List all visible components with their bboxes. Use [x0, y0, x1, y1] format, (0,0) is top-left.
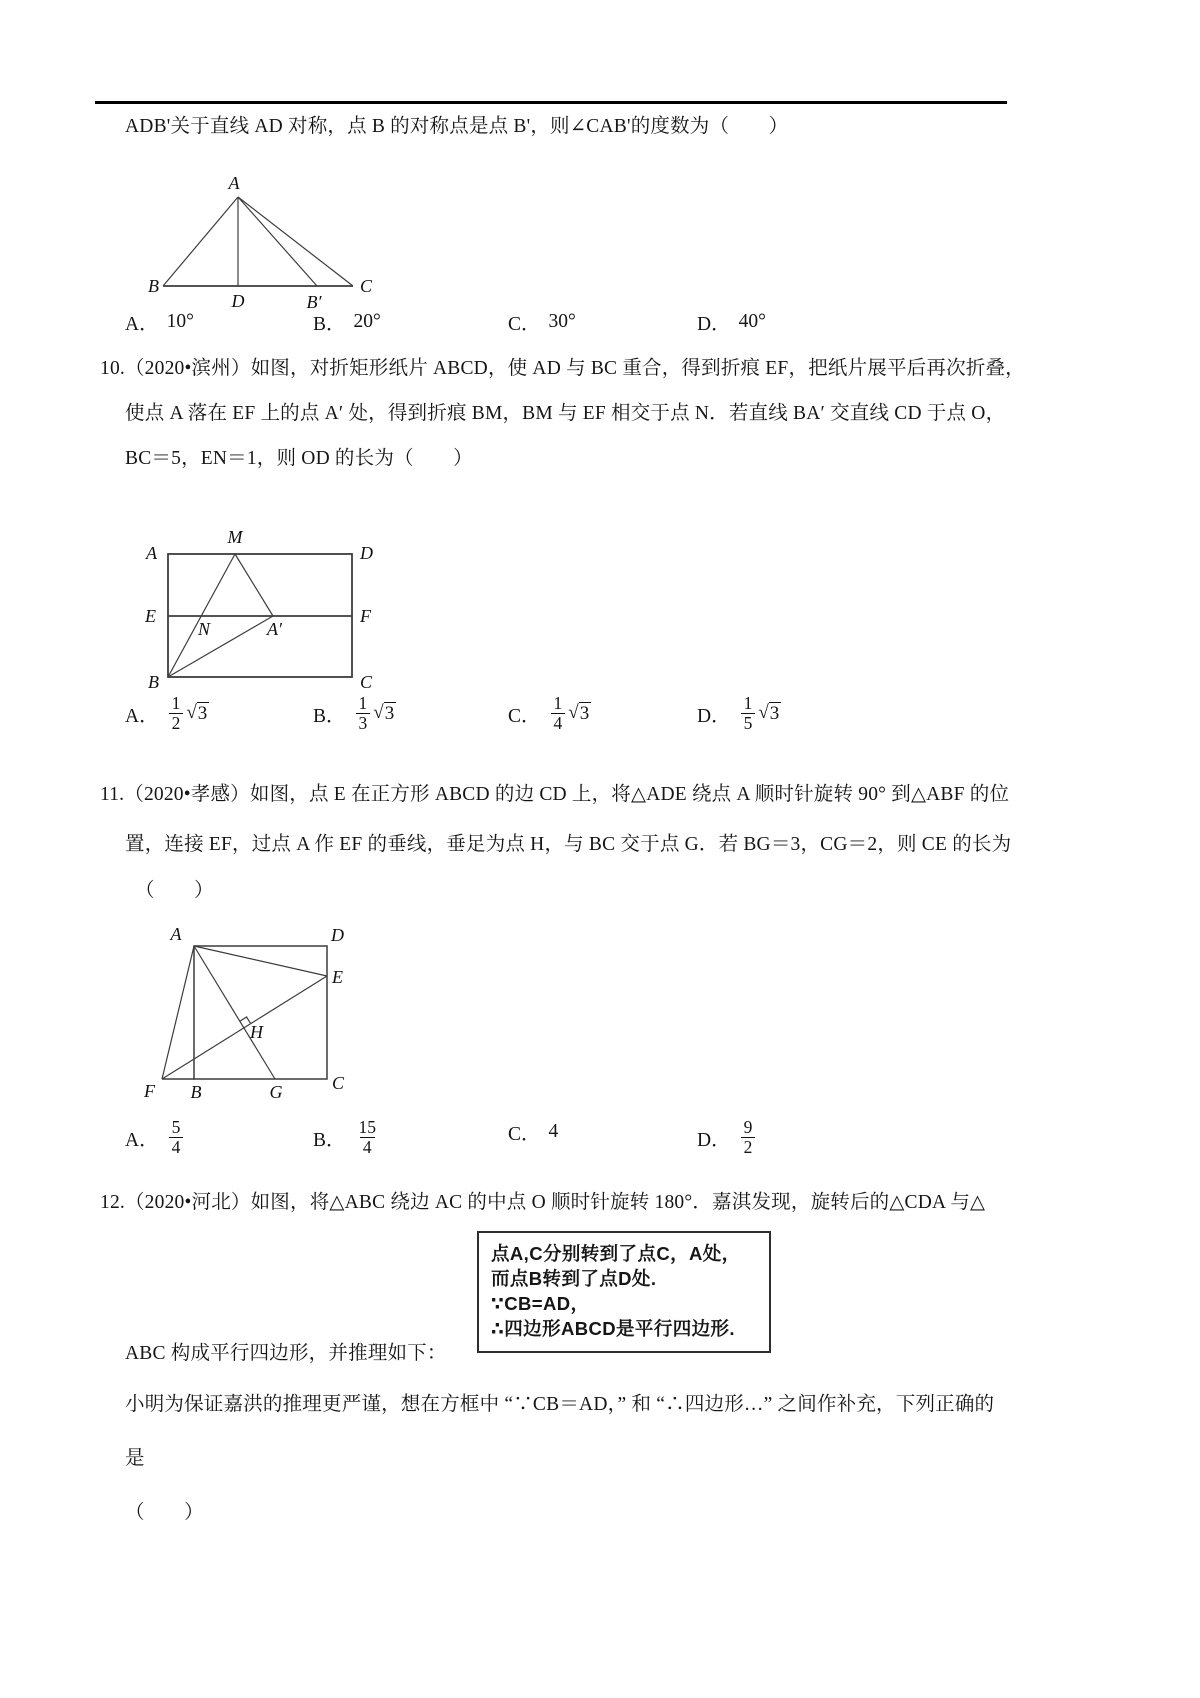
box-line-2: 而点B转到了点D处. — [491, 1268, 657, 1289]
q10-option-a-radical — [186, 702, 209, 725]
fraction-denominator: 5 — [741, 713, 756, 733]
q10-line-MA2 — [235, 554, 273, 616]
q10-label-D: D — [360, 543, 373, 563]
q9-label-B: B — [148, 276, 159, 296]
q10-option-b — [313, 694, 396, 734]
q10-option-a-fraction — [169, 694, 184, 734]
q12-line3: 是 — [125, 1448, 145, 1469]
q11-option-b-fraction — [356, 1118, 380, 1158]
q9-line-BA — [163, 197, 238, 286]
q10-option-d-fraction — [741, 694, 756, 734]
q10-option-a — [125, 694, 209, 734]
q10-line-BA2 — [168, 616, 273, 677]
q10-option-c-radical — [568, 702, 591, 725]
sqrt-sign: √ — [568, 702, 579, 724]
q10-label-M: M — [227, 527, 243, 547]
q10-option-d-label: D． — [697, 705, 731, 727]
q9-line-AB2 — [238, 197, 317, 286]
fraction-denominator: 4 — [169, 1137, 184, 1157]
q9-option-d-label: D． — [697, 314, 731, 335]
fraction-numerator: 9 — [743, 1117, 753, 1137]
q10-label-E: E — [145, 606, 156, 626]
fraction-denominator: 2 — [741, 1137, 756, 1157]
fraction-numerator: 1 — [743, 693, 753, 713]
q10-line1: 10.（2020•滨州）如图，对折矩形纸片 ABCD，使 AD 与 BC 重合，得到折痕 EF，把纸片展平后再次折叠， — [100, 358, 1025, 379]
top-rule — [95, 101, 1007, 104]
q9-option-b — [313, 308, 381, 336]
q9-option-a — [125, 308, 194, 336]
q10-label-B: B — [148, 672, 159, 692]
q9-label-Bprime: B′ — [306, 292, 322, 312]
q11-label-E: E — [332, 967, 343, 987]
q9-option-b-label: B． — [313, 314, 346, 335]
q10-label-N: N — [198, 619, 211, 639]
radicand: 3 — [384, 703, 395, 725]
q10-option-d-radical — [758, 702, 781, 725]
q9-label-D: D — [231, 291, 245, 311]
q9-option-c-value: 30° — [548, 311, 576, 332]
q10-label-C: C — [360, 672, 373, 692]
q9-label-A: A — [228, 173, 240, 193]
sqrt-sign: √ — [186, 702, 197, 724]
q11-option-c-label: C． — [508, 1124, 541, 1145]
sqrt-sign: √ — [373, 702, 384, 724]
q11-option-a-fraction — [169, 1118, 184, 1158]
q11-line1: 11.（2020•孝感）如图，点 E 在正方形 ABCD 的边 CD 上，将△ADE 绕点 A 顺时针旋转 90° 到△ABF 的位 — [100, 784, 1010, 805]
q11-options — [125, 1118, 1065, 1182]
radicand: 3 — [579, 703, 590, 725]
q11-label-C: C — [332, 1073, 345, 1093]
fraction-numerator: 1 — [171, 693, 181, 713]
q11-line3: （ ） — [135, 880, 214, 901]
fraction-denominator: 2 — [169, 713, 184, 733]
q10-option-c-fraction — [551, 694, 566, 734]
fraction-denominator: 3 — [356, 713, 371, 733]
q10-label-Aprime: A′ — [267, 619, 282, 639]
q11-figure — [130, 923, 370, 1108]
q10-option-c-label: C． — [508, 705, 541, 727]
q9-figure — [138, 157, 388, 312]
q11-option-b — [313, 1118, 381, 1158]
fraction-numerator: 1 — [553, 693, 563, 713]
q11-option-a — [125, 1118, 185, 1158]
q10-option-b-radical — [373, 702, 396, 725]
q10-options — [125, 694, 1065, 758]
q9-stem: ADB'关于直线 AD 对称，点 B 的对称点是点 B'，则∠CAB'的度数为（ ） — [125, 116, 789, 137]
q12-line4: （ ） — [125, 1502, 204, 1523]
q10-line2: 使点 A 落在 EF 上的点 A′ 处，得到折痕 BM，BM 与 EF 相交于点 N．若直线 BA′ 交直线 CD 于点 O， — [125, 403, 1006, 424]
q11-line-AG — [194, 946, 275, 1079]
q9-option-c-label: C． — [508, 314, 541, 335]
box-line-1: 点A,C分别转到了点C，A处， — [491, 1243, 741, 1264]
q11-option-a-label: A． — [125, 1129, 159, 1151]
radicand: 3 — [769, 703, 780, 725]
q11-option-d — [697, 1118, 757, 1158]
q11-label-A: A — [170, 924, 182, 944]
q9-option-b-value: 20° — [353, 311, 381, 332]
q11-label-H: H — [250, 1022, 263, 1042]
box-line-3: ∵CB=AD， — [491, 1293, 590, 1314]
q11-line2: 置，连接 EF，过点 A 作 EF 的垂线，垂足为点 H，与 BC 交于点 G．若 BG＝3，CG＝2，则 CE 的长为 — [125, 834, 1012, 855]
q10-option-b-label: B． — [313, 705, 346, 727]
fraction-numerator: 15 — [358, 1117, 377, 1137]
q12-line2: 小明为保证嘉洪的推理更严谨，想在方框中 “∵CB＝AD，” 和 “∴四边形…” 之间作补充，下列正确的 — [125, 1394, 995, 1415]
q10-option-a-label: A． — [125, 705, 159, 727]
q11-option-c-value: 4 — [548, 1121, 559, 1142]
q9-option-c — [508, 308, 576, 336]
q11-option-b-label: B． — [313, 1129, 346, 1151]
radicand: 3 — [197, 703, 208, 725]
q11-label-G: G — [269, 1082, 283, 1102]
q11-line-FE — [162, 976, 327, 1079]
q11-label-D: D — [331, 925, 344, 945]
q9-option-d-value: 40° — [738, 311, 766, 332]
q9-option-a-value: 10° — [166, 311, 194, 332]
q12-reasoning-box — [477, 1231, 771, 1353]
fraction-numerator: 5 — [171, 1117, 181, 1137]
q11-label-B: B — [190, 1082, 202, 1102]
q10-option-d — [697, 694, 781, 734]
q9-label-C: C — [360, 276, 373, 296]
q9-option-d — [697, 308, 766, 336]
q10-label-F: F — [360, 606, 371, 626]
q9-option-a-label: A． — [125, 314, 159, 335]
fraction-denominator: 4 — [551, 713, 566, 733]
q11-label-F: F — [144, 1081, 155, 1101]
fraction-numerator: 1 — [358, 693, 368, 713]
sqrt-sign: √ — [758, 702, 769, 724]
q11-line-AE — [194, 946, 327, 976]
q11-option-d-fraction — [741, 1118, 756, 1158]
q10-option-b-fraction — [356, 694, 371, 734]
q11-option-d-label: D． — [697, 1129, 731, 1151]
q10-line3: BC＝5，EN＝1，则 OD 的长为（ ） — [125, 448, 473, 469]
q11-line-AF — [162, 946, 194, 1079]
q12-after-box: ABC 构成平行四边形，并推理如下： — [125, 1343, 447, 1364]
q9-line-AC — [238, 197, 353, 286]
box-line-4: ∴四边形ABCD是平行四边形. — [491, 1318, 735, 1339]
q10-figure — [140, 491, 390, 706]
q10-label-A: A — [146, 543, 157, 563]
q12-line1: 12.（2020•河北）如图，将△ABC 绕边 AC 的中点 O 顺时针旋转 180°．嘉淇发现，旋转后的△CDA 与△ — [100, 1192, 986, 1213]
q11-option-c — [508, 1118, 558, 1146]
q10-option-c — [508, 694, 591, 734]
q11-square-ABCD — [194, 946, 327, 1079]
fraction-denominator: 4 — [360, 1137, 375, 1157]
